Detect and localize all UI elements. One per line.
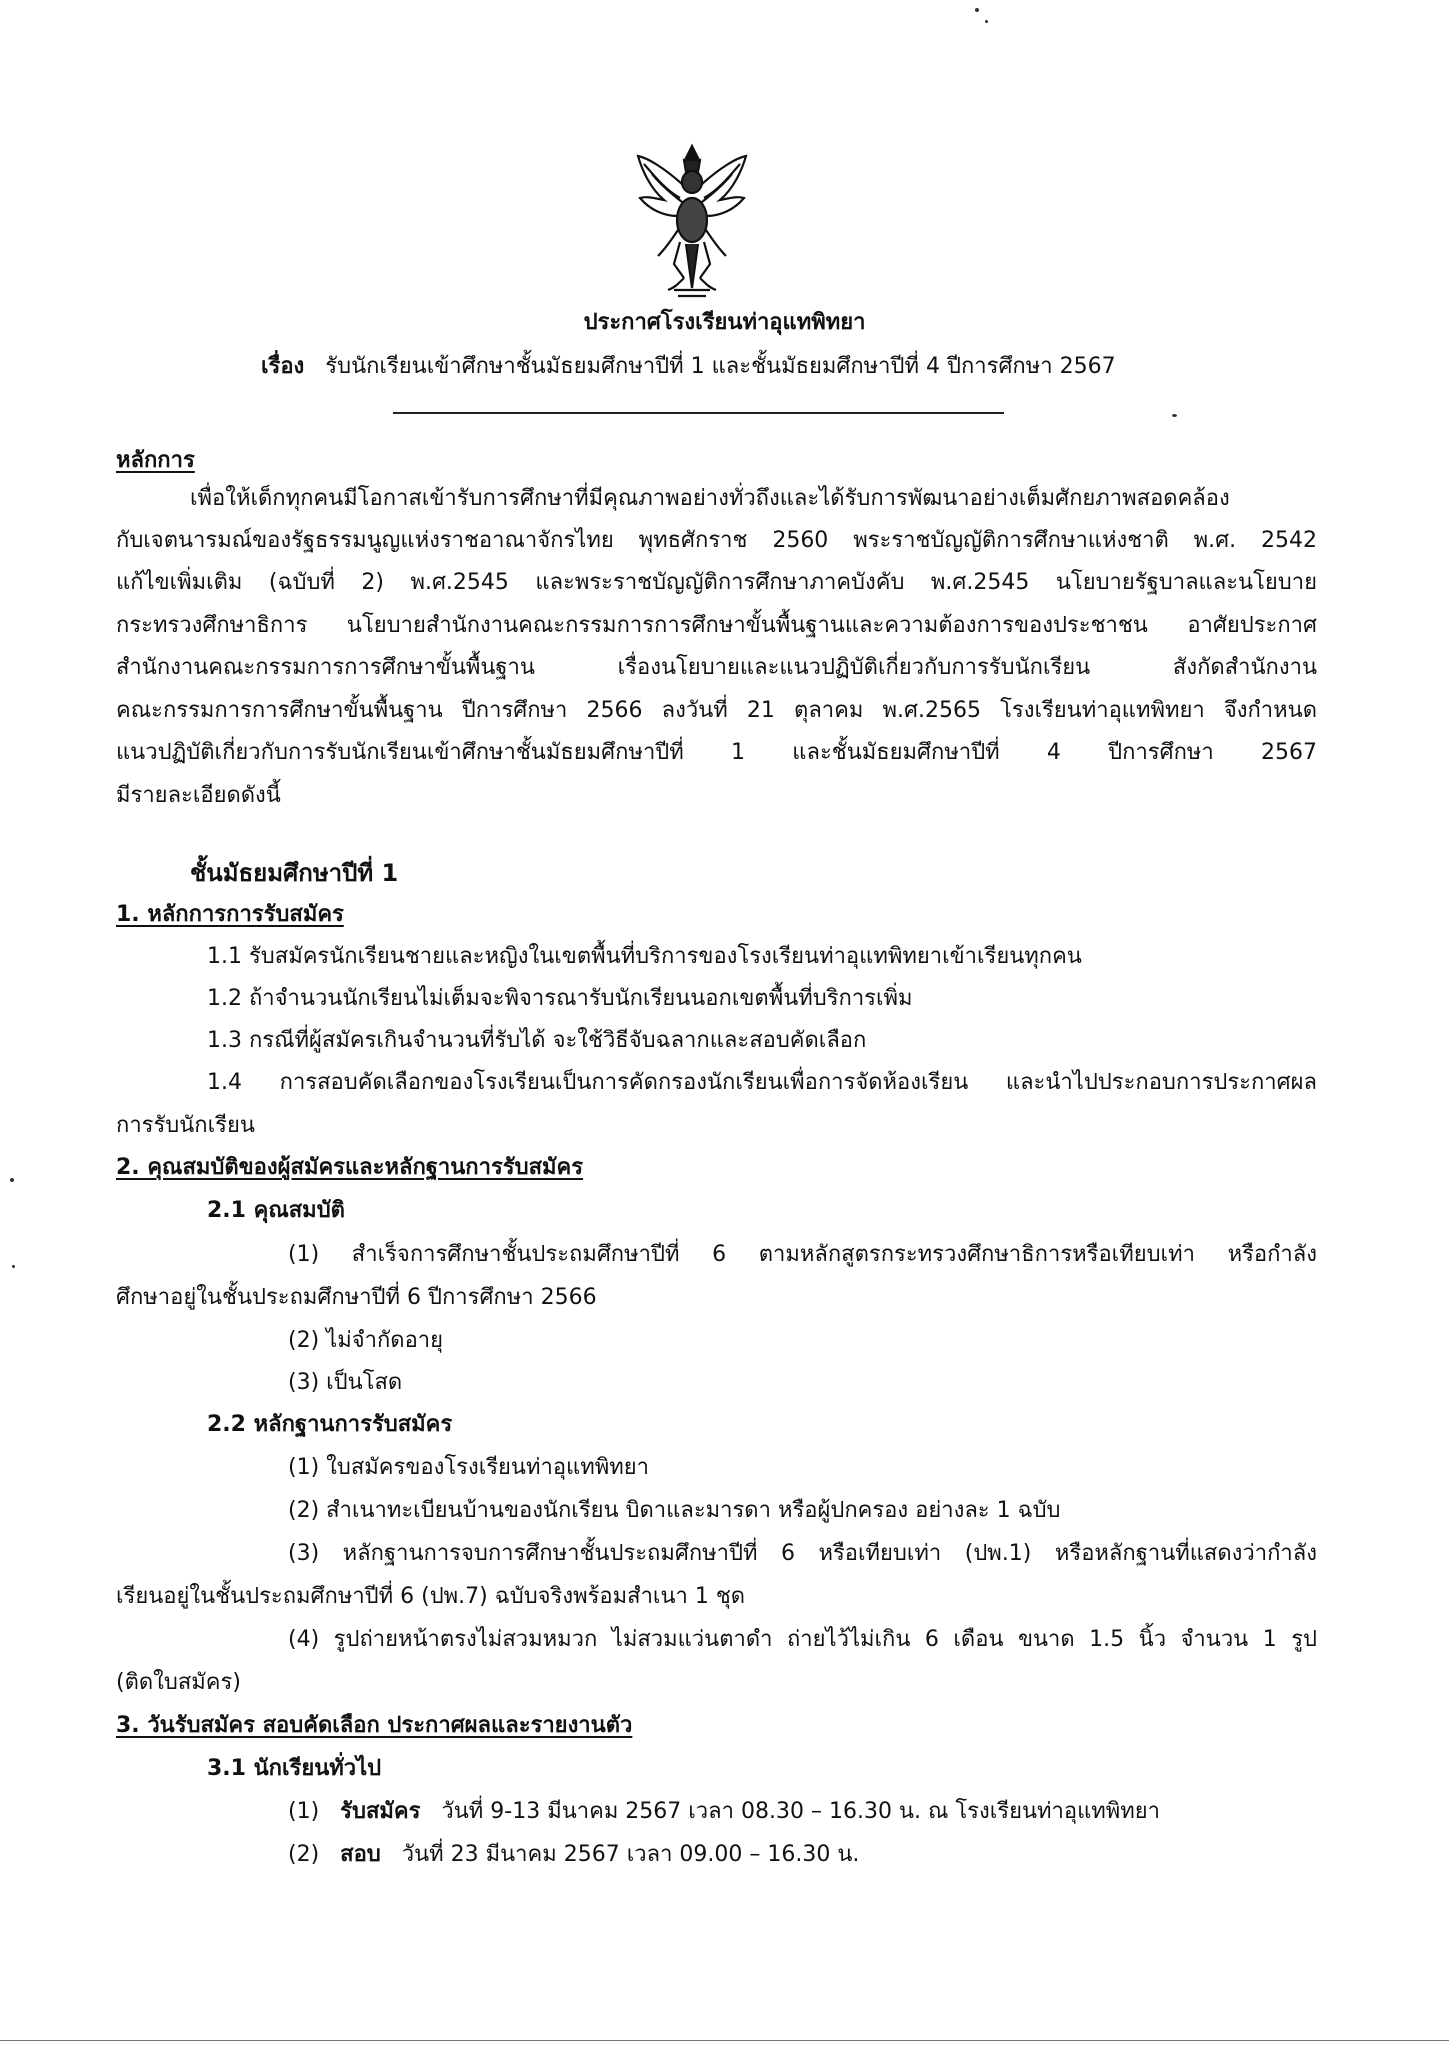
qualification-item-3: (3) เป็นโสด [288,1370,403,1395]
document-item-2: (2) สำเนาทะเบียนบ้านของนักเรียน บิดาและมารดา หรือผู้ปกครอง อย่างละ 1 ฉบับ [288,1498,1061,1523]
document-item-3: (3) หลักฐานการจบการศึกษาชั้นประถมศึกษาปีที่ 6 หรือเทียบเท่า (ปพ.1) หรือหลักฐานที่แสดงว่ากำลัง [288,1541,1317,1566]
scan-speck [985,20,988,23]
subject-label: เรื่อง [261,354,305,379]
section3-heading: 3. วันรับสมัคร สอบคัดเลือก ประกาศผลและรายงานตัว [116,1713,633,1738]
schedule-item-registration [288,1797,1160,1827]
document-item-1: (1) ใบสมัครของโรงเรียนท่าอุแทพิทยา [288,1455,649,1480]
announcement-title: ประกาศโรงเรียนท่าอุแทพิทยา [583,310,866,335]
section1-item-2: 1.2 ถ้าจำนวนนักเรียนไม่เต็มจะพิจารณารับนักเรียนนอกเขตพื้นที่บริการเพิ่ม [207,986,913,1011]
section1-item-4: 1.4 การสอบคัดเลือกของโรงเรียนเป็นการคัดกรองนักเรียนเพื่อการจัดห้องเรียน และนำไปประกอบการประกาศผล [207,1070,1317,1095]
section2-heading: 2. คุณสมบัติของผู้สมัครและหลักฐานการรับสมัคร [116,1155,584,1180]
header-divider [393,412,1004,414]
section1-item-1: 1.1 รับสมัครนักเรียนชายและหญิงในเขตพื้นที่บริการของโรงเรียนท่าอุแทพิทยาเข้าเรียนทุกคน [207,944,1082,969]
subject-text: รับนักเรียนเข้าศึกษาชั้นมัธยมศึกษาปีที่ 1 และชั้นมัธยมศึกษาปีที่ 4 ปีการศึกษา 2567 [325,354,1116,379]
principles-line-3: แก้ไขเพิ่มเติม (ฉบับที่ 2) พ.ศ.2545 และพระราชบัญญัติการศึกษาภาคบังคับ พ.ศ.2545 นโยบายรัฐบาลและนโยบาย [116,570,1317,595]
garuda-emblem-icon [634,138,750,300]
scan-speck [10,1178,14,1182]
registration-label: รับสมัคร [340,1799,421,1824]
principles-line-8: มีรายละเอียดดังนี้ [116,783,281,808]
general-students-heading: 3.1 นักเรียนทั่วไป [207,1756,382,1781]
schedule-item-number: (2) [288,1842,320,1867]
principles-line-7: แนวปฏิบัติเกี่ยวกับการรับนักเรียนเข้าศึกษาชั้นมัธยมศึกษาปีที่ 1 และชั้นมัธยมศึกษาปีที่ 4 ปีการศึกษา 2567 [116,740,1317,765]
principles-line-1: เพื่อให้เด็กทุกคนมีโอกาสเข้ารับการศึกษาที่มีคุณภาพอย่างทั่วถึงและได้รับการพัฒนาอย่างเต็มศักยภาพสอดคล้อง [190,486,1230,511]
qualification-item-1-continued: ศึกษาอยู่ในชั้นประถมศึกษาปีที่ 6 ปีการศึกษา 2566 [116,1285,597,1310]
principles-line-2: กับเจตนารมณ์ของรัฐธรรมนูญแห่งราชอาณาจักรไทย พุทธศักราช 2560 พระราชบัญญัติการศึกษาแห่งชาติ พ.ศ. 2542 [116,528,1317,553]
scan-speck [12,1265,15,1268]
scan-speck [1172,414,1177,417]
qualification-item-1: (1) สำเร็จการศึกษาชั้นประถมศึกษาปีที่ 6 ตามหลักสูตรกระทรวงศึกษาธิการหรือเทียบเท่า หรือกำลัง [288,1242,1317,1267]
section1-heading: 1. หลักการการรับสมัคร [116,902,344,927]
exam-label: สอบ [340,1842,381,1867]
qualification-item-2: (2) ไม่จำกัดอายุ [288,1328,444,1353]
grade1-heading: ชั้นมัธยมศึกษาปีที่ 1 [190,859,399,887]
principles-heading: หลักการ [116,448,195,473]
documents-heading: 2.2 หลักฐานการรับสมัคร [207,1412,453,1437]
subject-line [261,352,1116,382]
scan-speck [975,8,979,12]
registration-details: วันที่ 9-13 มีนาคม 2567 เวลา 08.30 – 16.30 น. ณ โรงเรียนท่าอุแทพิทยา [441,1799,1160,1824]
qualifications-heading: 2.1 คุณสมบัติ [207,1198,345,1223]
principles-line-6: คณะกรรมการการศึกษาขั้นพื้นฐาน ปีการศึกษา 2566 ลงวันที่ 21 ตุลาคม พ.ศ.2565 โรงเรียนท่าอุแทพิทยา จึงกำหนด [116,698,1317,723]
section1-item-4-continued: การรับนักเรียน [116,1113,255,1138]
principles-line-4: กระทรวงศึกษาธิการ นโยบายสำนักงานคณะกรรมการการศึกษาขั้นพื้นฐานและความต้องการของประชาชน อาศัยประกาศ [116,613,1317,638]
schedule-item-number: (1) [288,1799,320,1824]
exam-details: วันที่ 23 มีนาคม 2567 เวลา 09.00 – 16.30 น. [401,1842,860,1867]
section1-item-3: 1.3 กรณีที่ผู้สมัครเกินจำนวนที่รับได้ จะใช้วิธีจับฉลากและสอบคัดเลือก [207,1028,867,1053]
principles-line-5: สำนักงานคณะกรรมการการศึกษาขั้นพื้นฐาน เรื่องนโยบายและแนวปฏิบัติเกี่ยวกับการรับนักเรียน สังกัดสำนักงาน [116,655,1317,680]
scan-bottom-edge [0,2040,1449,2041]
document-item-4: (4) รูปถ่ายหน้าตรงไม่สวมหมวก ไม่สวมแว่นตาดำ ถ่ายไว้ไม่เกิน 6 เดือน ขนาด 1.5 นิ้ว จำนวน 1 รูป [288,1627,1317,1652]
document-item-3-continued: เรียนอยู่ในชั้นประถมศึกษาปีที่ 6 (ปพ.7) ฉบับจริงพร้อมสำเนา 1 ชุด [116,1584,746,1609]
document-item-4-continued: (ติดใบสมัคร) [116,1670,241,1695]
schedule-item-exam [288,1840,859,1870]
